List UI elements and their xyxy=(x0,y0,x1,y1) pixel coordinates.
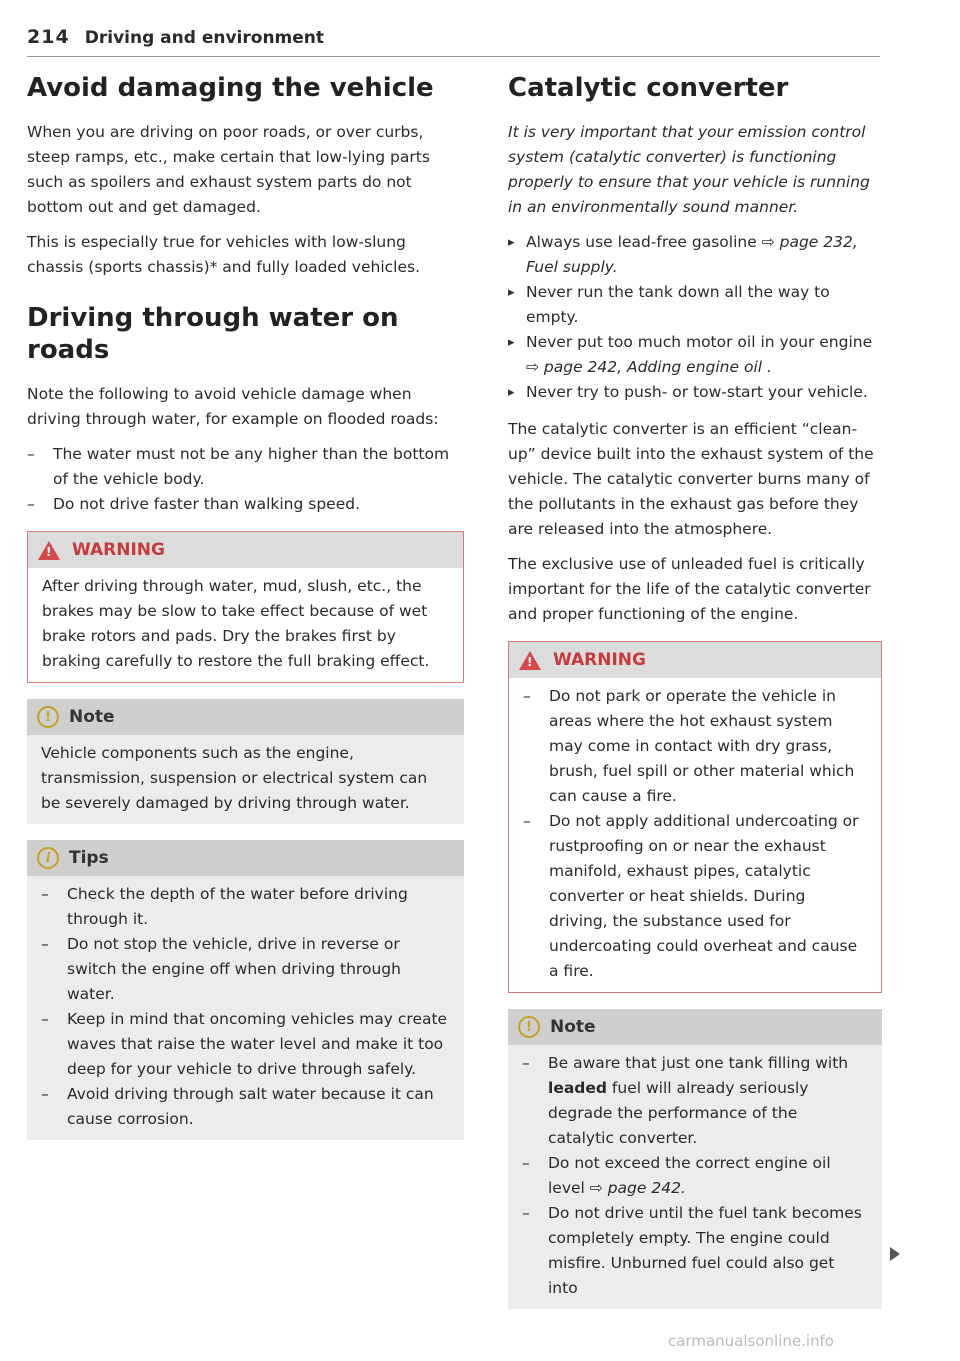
list-item: ▸ Never put too much motor oil in your engine ⇨ page 242, Adding engine oil . xyxy=(508,330,882,380)
warning-list xyxy=(523,684,867,984)
tips-label: Tips xyxy=(69,848,109,868)
note-exclamation-icon: ! xyxy=(37,706,59,728)
note-header xyxy=(27,699,464,735)
note-box xyxy=(508,1009,882,1309)
left-column xyxy=(27,72,464,1156)
list-item: – Avoid driving through salt water because it can cause corrosion. xyxy=(41,1082,450,1132)
list-item: – Do not stop the vehicle, drive in reverse or switch the engine off when driving through water. xyxy=(41,932,450,1007)
list-item: ▸ Never run the tank down all the way to empty. xyxy=(508,280,882,330)
page-reference-link[interactable]: ⇨ page 242. xyxy=(589,1179,686,1197)
note-box xyxy=(27,699,464,824)
warning-box xyxy=(27,531,464,683)
list-item: – Keep in mind that oncoming vehicles may create waves that raise the water level and make it too deep for your vehicle to drive through safely. xyxy=(41,1007,450,1082)
list-item: ▸ Always use lead-free gasoline ⇨ page 232, Fuel supply. xyxy=(508,230,882,280)
right-column xyxy=(508,72,882,1325)
paragraph: Note the following to avoid vehicle damage when driving through water, for example on flooded roads: xyxy=(27,385,439,428)
warning-label: WARNING xyxy=(72,540,165,560)
paragraph: The catalytic converter is an efficient “clean-up” device built into the exhaust system of the vehicle. The catalytic converter burns many of the pollutants in the exhaust gas before they are released into the atmosphere. xyxy=(508,420,874,538)
paragraph: This is especially true for vehicles with low-slung chassis (sports chassis)* and fully loaded vehicles. xyxy=(27,233,421,276)
list-item: – Do not exceed the correct engine oil level ⇨ page 242. xyxy=(522,1151,868,1201)
note-text: Vehicle components such as the engine, transmission, suspension or electrical system can be severely damaged by driving through water. xyxy=(41,744,428,812)
continue-arrow-icon xyxy=(890,1247,900,1261)
heading-driving-through-water: Driving through water on roads xyxy=(27,303,399,365)
page-reference-link[interactable]: ⇨ page 242, Adding engine oil . xyxy=(526,358,772,376)
warning-text: After driving through water, mud, slush, etc., the brakes may be slow to take effect because of wet brake rotors and pads. Dry the brakes first by braking carefully to restore the full braking effect. xyxy=(42,577,430,670)
note-label: Note xyxy=(550,1017,596,1037)
heading-catalytic-converter: Catalytic converter xyxy=(508,73,789,103)
page-reference-link[interactable]: ⇨ page 232, Fuel supply. xyxy=(526,233,858,276)
warning-triangle-icon: ! xyxy=(38,541,60,560)
note-label: Note xyxy=(69,707,115,727)
warning-header xyxy=(509,642,881,678)
intro-paragraph: It is very important that your emission control system (catalytic converter) is functioning properly to ensure that your vehicle is running in an environmentally sound manner. xyxy=(508,123,870,216)
warning-triangle-icon: ! xyxy=(519,651,541,670)
list-item: – The water must not be any higher than the bottom of the vehicle body. xyxy=(27,442,464,492)
tips-box xyxy=(27,840,464,1140)
info-icon: i xyxy=(37,847,59,869)
page-header xyxy=(27,26,880,57)
warning-header xyxy=(28,532,463,568)
note-list xyxy=(522,1051,868,1301)
list-item: – Be aware that just one tank filling with leaded fuel will already seriously degrade the performance of the catalytic converter. xyxy=(522,1051,868,1151)
list-item: – Check the depth of the water before driving through it. xyxy=(41,882,450,932)
list-item: – Do not apply additional undercoating or rustproofing on or near the exhaust manifold, exhaust pipes, catalytic converter or heat shields. During driving, the substance used for undercoating could overheat and cause a fire. xyxy=(523,809,867,984)
warning-box xyxy=(508,641,882,993)
list-item: ▸ Never try to push- or tow-start your vehicle. xyxy=(508,380,882,405)
note-header xyxy=(508,1009,882,1045)
list-item: – Do not drive faster than walking speed. xyxy=(27,492,464,517)
heading-avoid-damage: Avoid damaging the vehicle xyxy=(27,73,434,103)
catalytic-bullets xyxy=(508,230,882,405)
section-title: Driving and environment xyxy=(84,28,325,48)
list-item: – Do not park or operate the vehicle in areas where the hot exhaust system may come in contact with dry grass, brush, fuel spill or other material which can cause a fire. xyxy=(523,684,867,809)
page-number: 214 xyxy=(27,26,70,48)
paragraph: The exclusive use of unleaded fuel is critically important for the life of the catalytic converter and proper functioning of the engine. xyxy=(508,555,871,623)
tips-header xyxy=(27,840,464,876)
tips-list xyxy=(41,882,450,1132)
watermark: carmanualsonline.info xyxy=(668,1332,834,1350)
paragraph: When you are driving on poor roads, or over curbs, steep ramps, etc., make certain that low-lying parts such as spoilers and exhaust system parts do not bottom out and get damaged. xyxy=(27,123,430,216)
note-exclamation-icon: ! xyxy=(518,1016,540,1038)
list-item: – Do not drive until the fuel tank becomes completely empty. The engine could misfire. Unburned fuel could also get into xyxy=(522,1201,868,1301)
warning-label: WARNING xyxy=(553,650,646,670)
water-rules-list xyxy=(27,442,464,517)
